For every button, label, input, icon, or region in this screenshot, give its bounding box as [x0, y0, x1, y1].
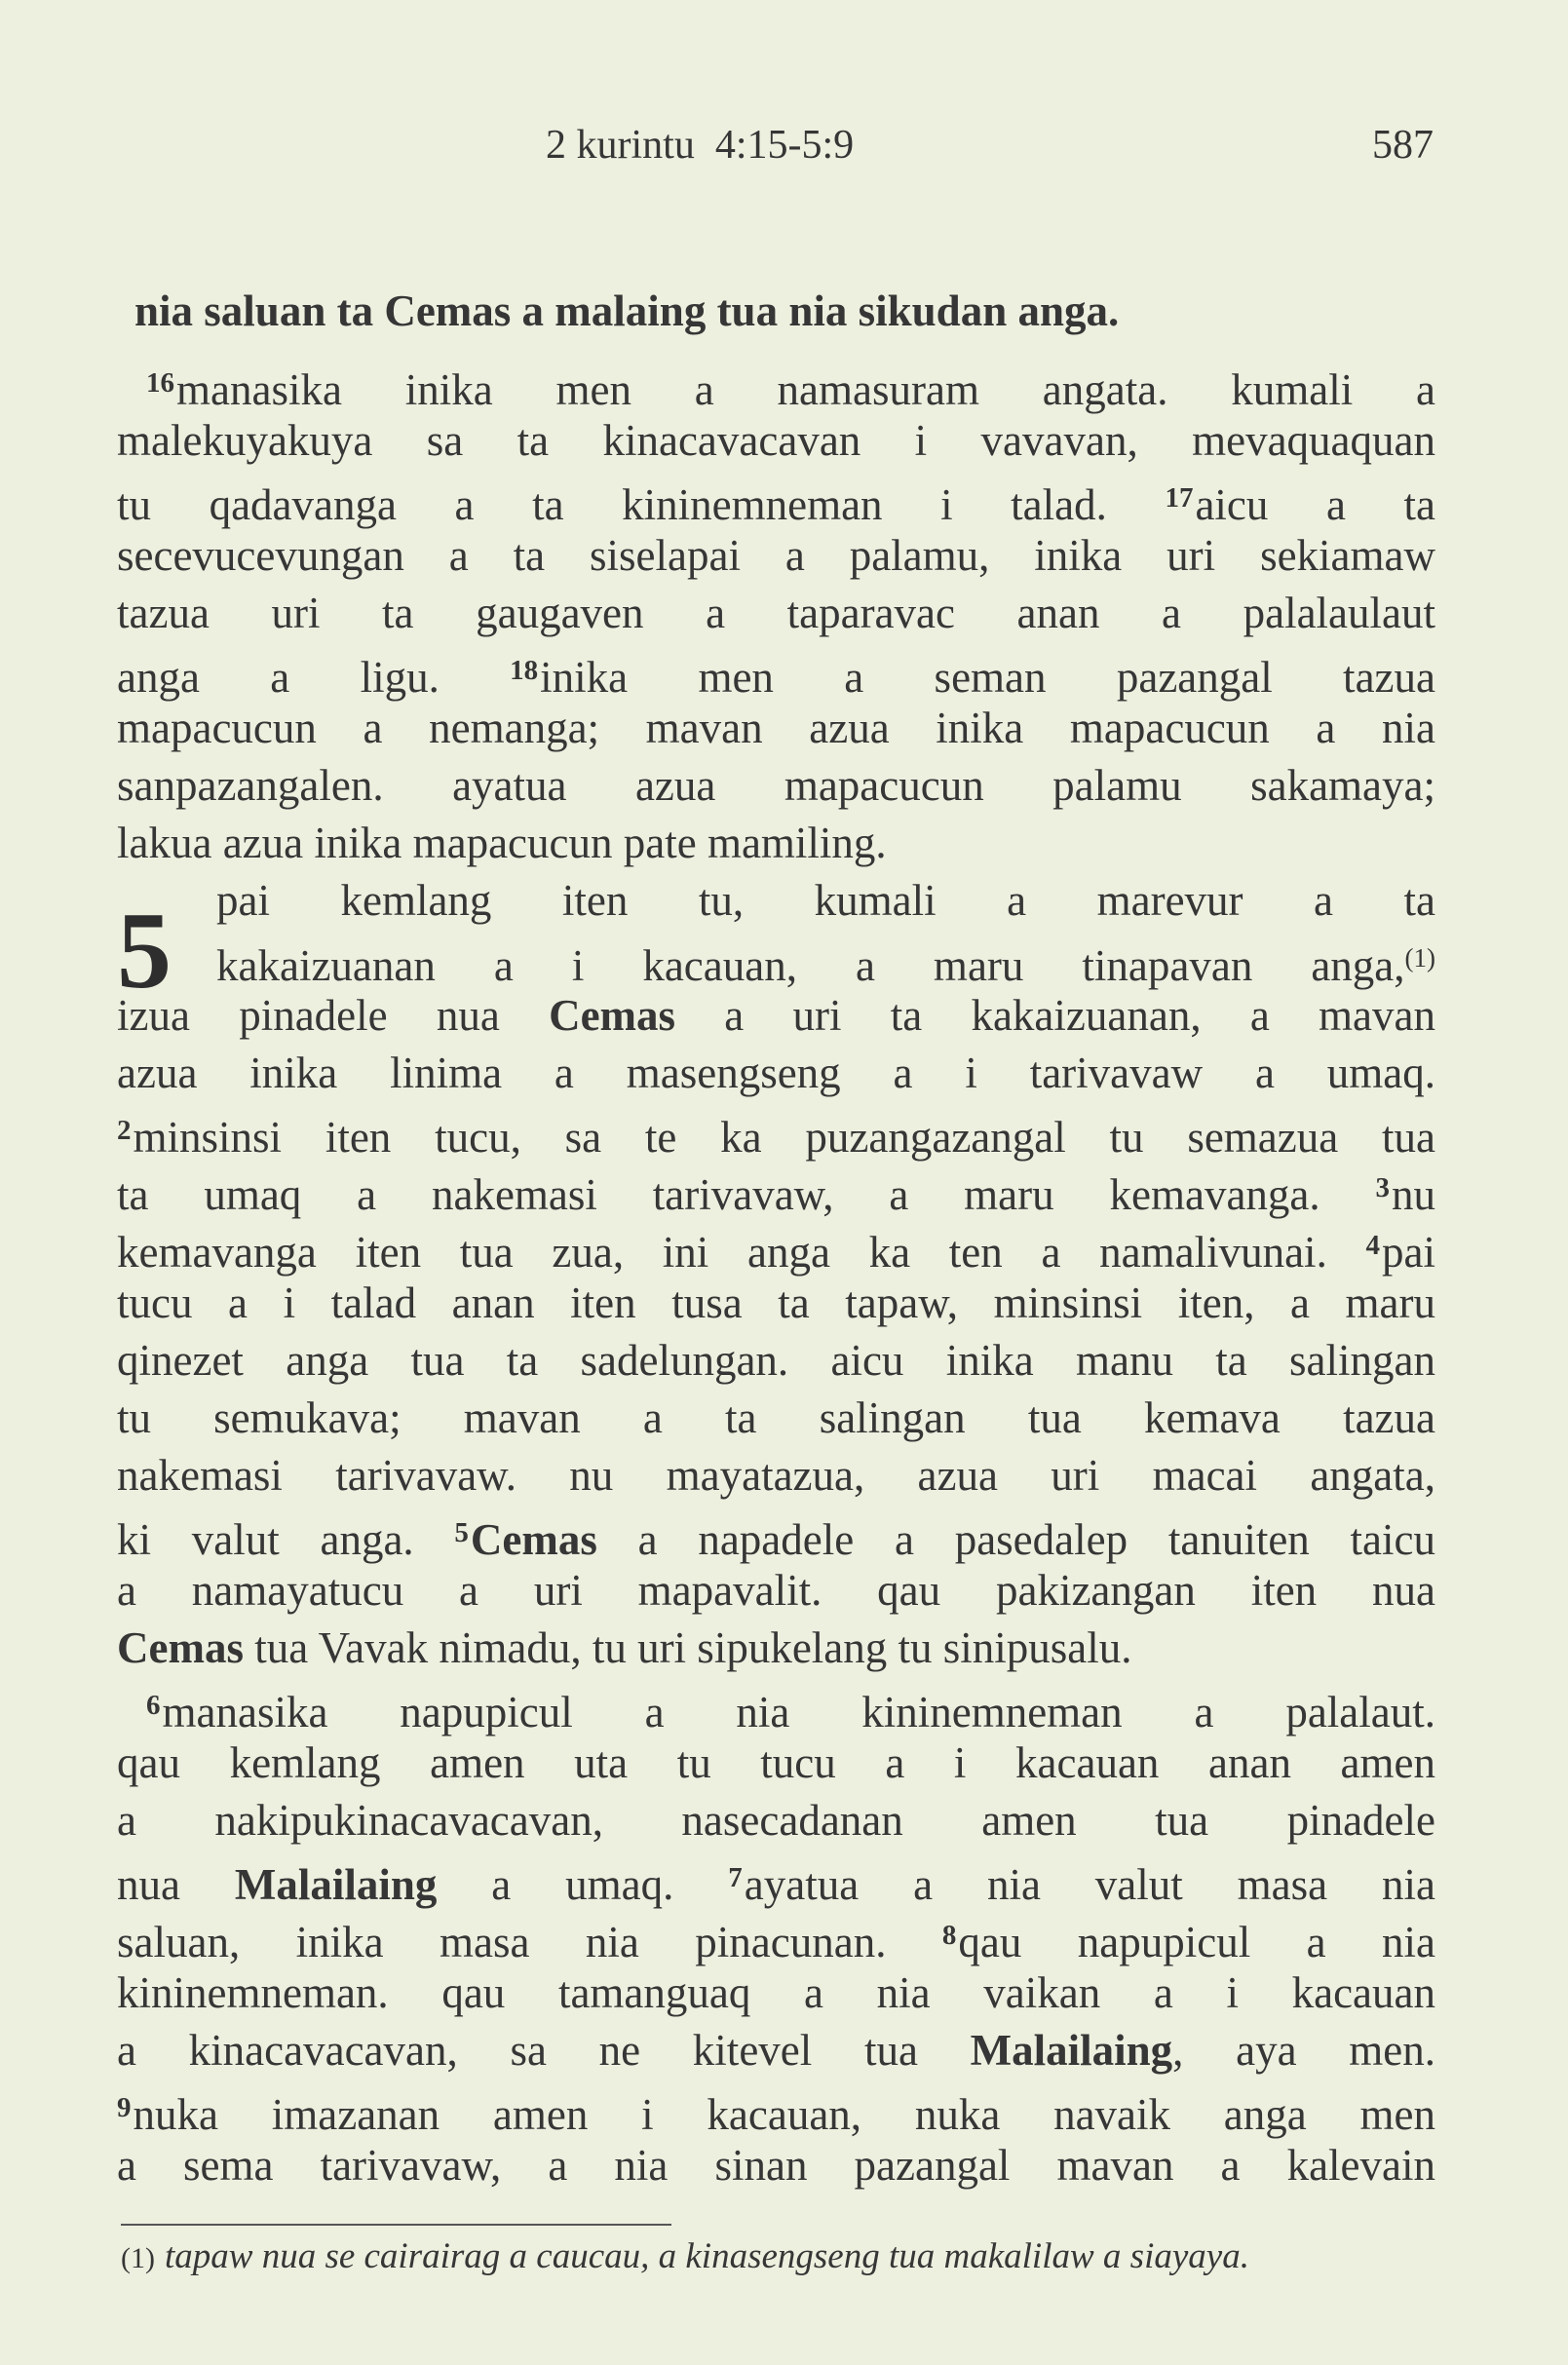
text-run: a napadele a pasedalep tanuiten taicu — [596, 1515, 1435, 1564]
text-run: aicu a ta — [1195, 480, 1435, 529]
text-line — [117, 1850, 1435, 1907]
footnote-text: tapaw nua se cairairag a caucau, a kinasengseng tua makalilaw a siayaya. — [164, 2236, 1249, 2276]
text-run: , aya men. — [1172, 2026, 1435, 2075]
text-run: a nakipukinacavacavan, nasecadanan amen tua pinadele — [117, 1796, 1435, 1845]
text-run: nu — [1392, 1170, 1435, 1219]
text-run: a namayatucu a uri mapavalit. qau pakizangan iten nua — [117, 1566, 1435, 1615]
chapter-opening-lines — [216, 872, 1435, 990]
text-run: tu qadavanga a ta kininemneman i talad. — [117, 480, 1166, 529]
text-run: ayatua a nia valut masa nia — [744, 1860, 1435, 1909]
text-run: azua inika linima a masengseng a i tarivavaw a umaq. — [117, 1049, 1435, 1097]
text-run: kininemneman. qau tamanguaq a nia vaikan a i kacauan — [117, 1968, 1435, 2017]
bold-term: Cemas — [549, 991, 676, 1040]
verse-number: 9 — [117, 2092, 132, 2123]
text-line — [117, 1735, 1435, 1792]
text-run: lakua azua inika mapacucun pate mamiling. — [117, 819, 887, 867]
text-line — [117, 1275, 1435, 1332]
text-run: a sema tarivavaw, a nia sinan pazangal mavan a kalevain — [117, 2141, 1435, 2190]
text-run: a kinacavacavan, sa ne kitevel tua — [117, 2026, 971, 2075]
text-run: kemavanga iten tua zua, ini anga ka ten a namalivunai. — [117, 1228, 1366, 1277]
page-number: 587 — [1372, 123, 1434, 168]
text-line — [117, 1562, 1435, 1620]
text-line — [117, 1677, 1435, 1735]
text-run: malekuyakuya sa ta kinacavacavan i vavavan, mevaquaquan — [117, 416, 1435, 465]
text-run: tazua uri ta gaugaven a taparavac anan a palalaulaut — [117, 589, 1435, 637]
text-line — [117, 987, 1435, 1045]
text-line — [117, 2137, 1435, 2194]
text-run: ta umaq a nakemasi tarivavaw, a maru kemavanga. — [117, 1170, 1376, 1219]
text-line — [117, 527, 1435, 585]
text-line — [117, 1217, 1435, 1275]
verse-number: 8 — [941, 1920, 957, 1951]
body-text — [117, 355, 1435, 2194]
text-line — [117, 757, 1435, 815]
footnote-mark: (1) — [121, 2242, 155, 2274]
bold-term: Cemas — [117, 1623, 244, 1672]
text-run: anga a ligu. — [117, 653, 511, 702]
verse-number: 6 — [146, 1690, 161, 1721]
text-run: tua Vavak nimadu, tu uri sipukelang tu sinipusalu. — [243, 1623, 1132, 1672]
text-line — [117, 700, 1435, 757]
text-run: nua — [117, 1860, 235, 1909]
text-run: manasika napupicul a nia kininemneman a palalaut. — [162, 1688, 1435, 1736]
text-run: sanpazangalen. ayatua azua mapacucun palamu sakamaya; — [117, 761, 1435, 810]
chapter-opening — [117, 872, 1435, 1011]
verse-number: 17 — [1165, 482, 1194, 514]
text-run: nakemasi tarivavaw. nu mayatazua, azua uri macai angata, — [117, 1451, 1435, 1500]
text-line — [216, 930, 1435, 990]
text-line — [117, 470, 1435, 527]
text-run: ki valut anga. — [117, 1515, 455, 1564]
text-line — [117, 1332, 1435, 1390]
text-run: qau kemlang amen uta tu tucu a i kacauan anan amen — [117, 1738, 1435, 1787]
chapter-number: 5 — [117, 891, 172, 1011]
text-line — [117, 1045, 1435, 1102]
text-run: tu semukava; mavan a ta salingan tua kemava tazua — [117, 1393, 1435, 1442]
text-run: izua pinadele nua — [117, 991, 550, 1040]
text-line — [117, 1907, 1435, 1964]
text-line — [117, 2079, 1435, 2137]
text-run: manasika inika men a namasuram angata. kumali a — [176, 365, 1435, 414]
text-run: nuka imazanan amen i kacauan, nuka navaik anga men — [133, 2090, 1435, 2139]
footnote-divider — [121, 2224, 671, 2226]
text-line — [117, 585, 1435, 642]
text-line — [117, 412, 1435, 470]
verse-number: 5 — [454, 1517, 469, 1548]
text-run: a uri ta kakaizuanan, a mavan — [675, 991, 1435, 1040]
verse-number: 4 — [1365, 1230, 1381, 1261]
chapter-number-cell — [117, 872, 216, 1011]
section-heading: nia saluan ta Cemas a malaing tua nia sikudan anga. — [134, 286, 1120, 335]
text-line — [117, 1964, 1435, 2022]
text-run: inika men a seman pazangal tazua — [540, 653, 1435, 702]
text-line — [117, 1505, 1435, 1562]
text-run: minsinsi iten tucu, sa te ka puzangazangal tu semazua tua — [133, 1113, 1435, 1162]
footnote-reference: (1) — [1404, 943, 1435, 973]
text-run: pai kemlang iten tu, kumali a marevur a ta — [216, 876, 1435, 925]
text-run: kakaizuanan a i kacauan, a maru tinapavan anga, — [216, 941, 1405, 990]
verse-number: 16 — [146, 367, 174, 399]
text-line — [117, 642, 1435, 700]
verse-number: 7 — [728, 1862, 743, 1893]
text-line — [117, 1447, 1435, 1505]
text-line — [117, 1792, 1435, 1850]
footnote — [121, 2231, 1435, 2284]
verse-number: 18 — [510, 655, 539, 686]
bold-term: Malailaing — [970, 2026, 1173, 2075]
bold-term: Malailaing — [234, 1860, 438, 1909]
text-run: mapacucun a nemanga; mavan azua inika mapacucun a nia — [117, 704, 1435, 752]
verse-number: 3 — [1375, 1172, 1390, 1203]
bold-term: Cemas — [470, 1515, 597, 1564]
text-line — [117, 1160, 1435, 1217]
text-run: saluan, inika masa nia pinacunan. — [117, 1918, 942, 1966]
running-title: 2 kurintu 4:15-5:9 — [546, 123, 855, 168]
text-line — [117, 355, 1435, 412]
text-line — [117, 815, 1435, 872]
text-run: pai — [1382, 1228, 1435, 1277]
text-run: qinezet anga tua ta sadelungan. aicu inika manu ta salingan — [117, 1336, 1435, 1385]
text-run: secevucevungan a ta siselapai a palamu, inika uri sekiamaw — [117, 531, 1435, 580]
text-line — [117, 1102, 1435, 1160]
running-head — [0, 122, 1568, 180]
verse-number: 2 — [117, 1115, 132, 1146]
text-run: a umaq. — [437, 1860, 729, 1909]
text-run: tucu a i talad anan iten tusa ta tapaw, minsinsi iten, a maru — [117, 1278, 1435, 1327]
text-line — [117, 2022, 1435, 2079]
text-line — [216, 872, 1435, 930]
text-line — [117, 1390, 1435, 1447]
text-line — [117, 1620, 1435, 1677]
text-run: qau napupicul a nia — [958, 1918, 1435, 1966]
